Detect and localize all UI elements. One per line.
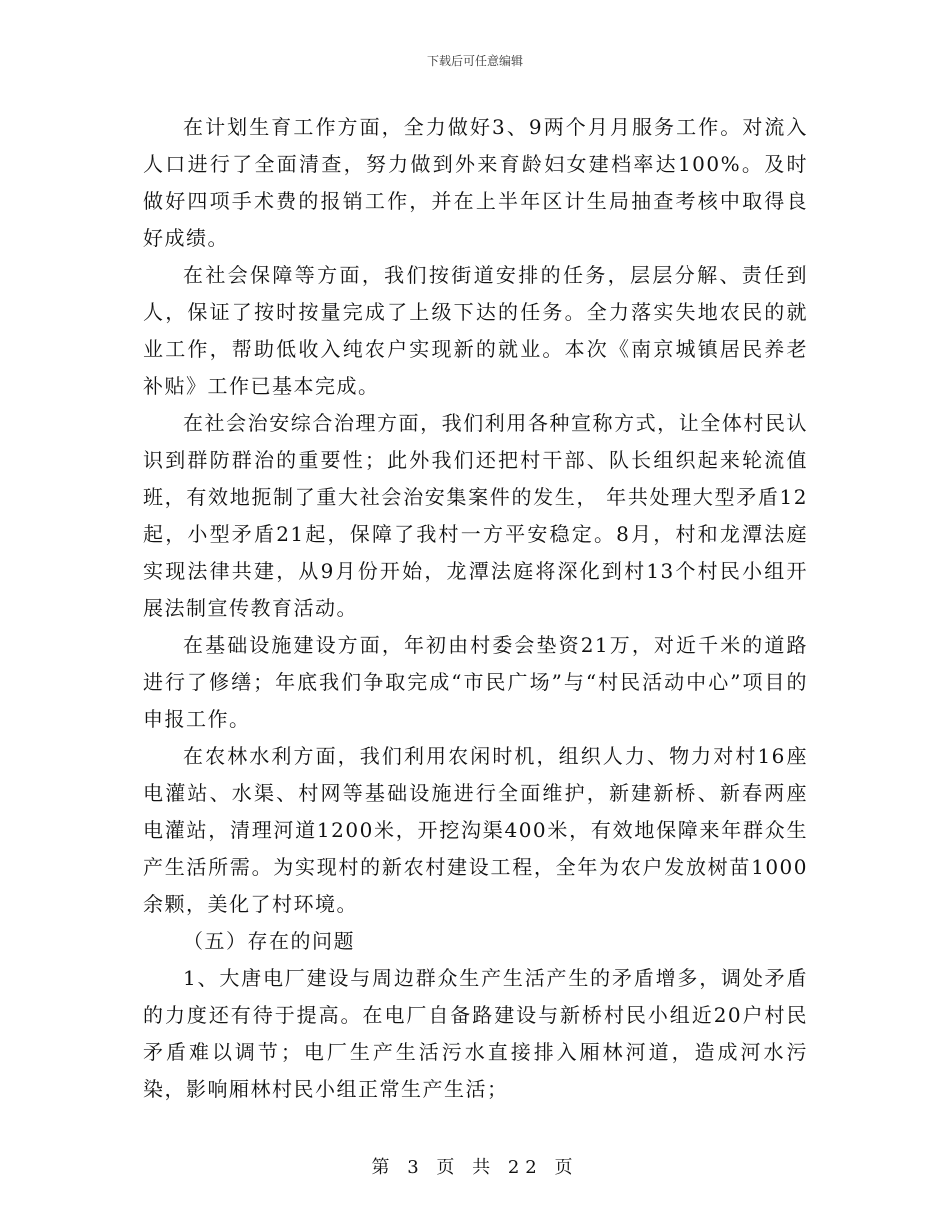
document-body <box>143 109 808 1108</box>
paragraph-infrastructure: 在基础设施建设方面，年初由村委会垫资21万，对近千米的道路进行了修缮；年底我们争取完成“市民广场”与“村民活动中心”项目的申报工作。 <box>143 633 808 731</box>
paragraph-problem-1: 1、大唐电厂建设与周边群众生产生活产生的矛盾增多，调处矛盾的力度还有待于提高。在电厂自备路建设与新桥村民小组近20户村民矛盾难以调节；电厂生产生活污水直接排入厢林河道，造成河水污染，影响厢林村民小组正常生产生活； <box>143 966 808 1101</box>
paragraph-family-planning: 在计划生育工作方面，全力做好3、9两个月月服务工作。对流入人口进行了全面清查，努力做到外来育龄妇女建档率达100%。及时做好四项手术费的报销工作，并在上半年区计生局抽查考核中取得良好成绩。 <box>143 115 808 250</box>
page-footer: 第 3 页 共 22 页 <box>371 1157 579 1178</box>
paragraph-social-security: 在社会保障等方面，我们按街道安排的任务，层层分解、责任到人，保证了按时按量完成了上级下达的任务。全力落实失地农民的就业工作，帮助低收入纯农户实现新的就业。本次《南京城镇居民养老补贴》工作已基本完成。 <box>143 263 808 398</box>
page-header: 下载后可任意编辑 <box>426 54 523 68</box>
paragraph-agriculture-water: 在农林水利方面，我们利用农闲时机，组织人力、物力对村16座电灌站、水渠、村网等基础设施进行全面维护，新建新桥、新春两座电灌站，清理河道1200米，开挖沟渠400米，有效地保障来年群众生产生活所需。为实现村的新农村建设工程，全年为农户发放树苗1000余颗，美化了村环境。 <box>143 744 808 916</box>
paragraph-public-security: 在社会治安综合治理方面，我们利用各种宣称方式，让全体村民认识到群防群治的重要性；此外我们还把村干部、队长组织起来轮流值班，有效地扼制了重大社会治安集案件的发生， 年共处理大型矛盾12起，小型矛盾21起，保障了我村一方平安稳定。8月，村和龙潭法庭实现法律共建，从9月份开始，龙潭法庭将深化到村13个村民小组开展法制宣传教育活动。 <box>143 411 808 620</box>
section-heading-problems: （五）存在的问题 <box>183 929 355 953</box>
